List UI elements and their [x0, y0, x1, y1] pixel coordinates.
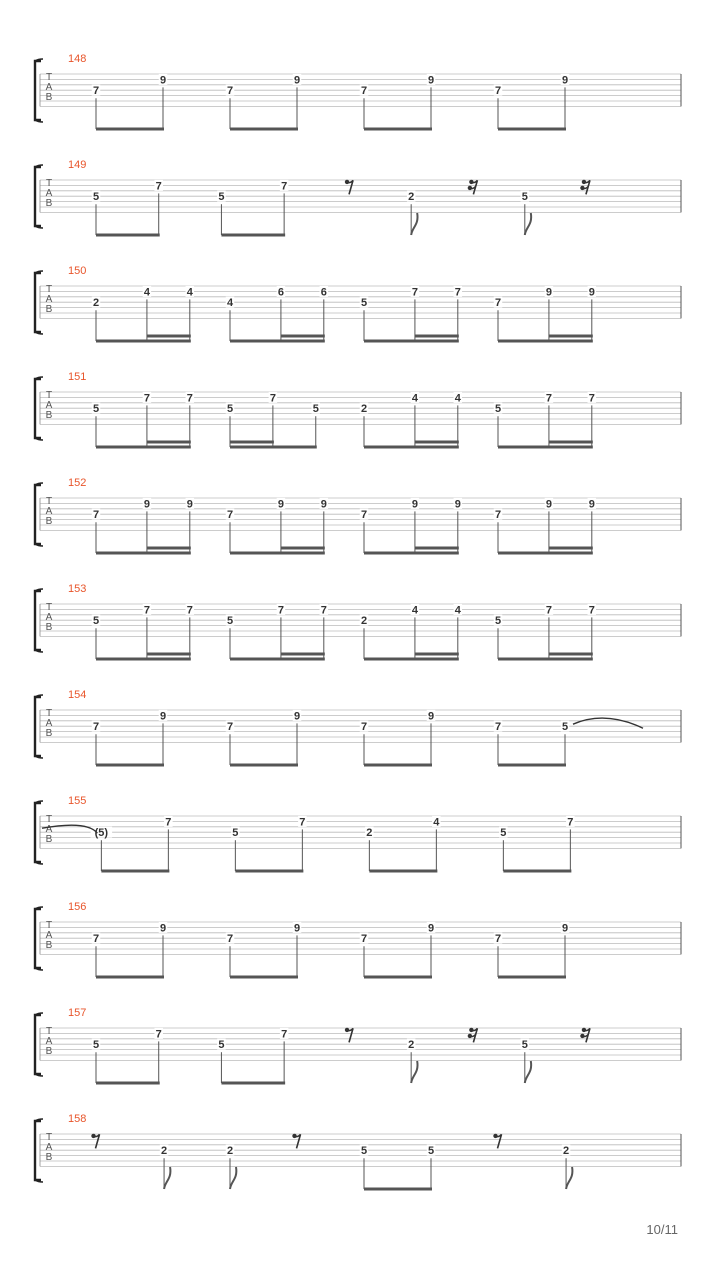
- fret-number: 2: [408, 191, 415, 204]
- tab-clef-letter: A: [45, 718, 53, 729]
- beam: [549, 653, 593, 656]
- sixteenth-rest-icon: [468, 180, 478, 195]
- fret-number: 7: [226, 509, 234, 522]
- sixteenth-rest-icon: [580, 180, 590, 195]
- beam: [230, 976, 298, 979]
- fret-number: 9: [143, 498, 150, 511]
- fret-number: 7: [299, 816, 306, 829]
- tab-clef-letter: A: [45, 188, 53, 199]
- measure-number: 154: [68, 689, 87, 701]
- measure-number: 155: [68, 795, 87, 807]
- tab-clef-letter: B: [45, 516, 53, 527]
- tab-clef-letter: B: [45, 92, 53, 103]
- beam: [230, 446, 317, 449]
- fret-number: 2: [161, 1145, 168, 1158]
- eighth-rest-icon: [91, 1134, 99, 1149]
- beam: [364, 1188, 432, 1191]
- fret-number: 9: [186, 498, 193, 511]
- beam: [221, 234, 285, 237]
- fret-number: 7: [494, 509, 502, 522]
- tab-clef-letter: T: [45, 1026, 53, 1037]
- fret-number: 2: [360, 615, 368, 628]
- fret-number: 6: [320, 286, 327, 299]
- beam: [230, 552, 325, 555]
- fret-number: 5: [92, 615, 100, 628]
- fret-number: 9: [427, 710, 435, 723]
- fret-number: 9: [159, 710, 167, 723]
- tab-clef-letter: T: [45, 1132, 53, 1143]
- beam: [364, 340, 459, 343]
- fret-number: 5: [494, 403, 502, 416]
- note-flag: [411, 213, 417, 235]
- fret-number: 5: [92, 403, 100, 416]
- note-flag: [566, 1167, 572, 1189]
- fret-number: 9: [545, 498, 552, 511]
- fret-number: 7: [545, 604, 552, 617]
- beam: [230, 441, 274, 444]
- fret-number: 2: [408, 1039, 415, 1052]
- beam: [549, 335, 593, 338]
- note-flag: [230, 1167, 236, 1189]
- beam: [415, 653, 459, 656]
- measure-number: 157: [68, 1007, 87, 1019]
- staff-system: [35, 795, 681, 873]
- tab-clef-letter: T: [45, 284, 53, 295]
- fret-number: 6: [277, 286, 284, 299]
- measure-number: 149: [68, 159, 87, 171]
- staff-system: [35, 159, 681, 237]
- fret-number: 9: [588, 498, 595, 511]
- beam: [498, 340, 593, 343]
- beam: [147, 441, 191, 444]
- beam: [147, 335, 191, 338]
- sixteenth-rest-icon: [580, 1028, 590, 1043]
- fret-number: 5: [360, 1145, 368, 1158]
- fret-number: 7: [269, 392, 276, 405]
- tab-clef-letter: T: [45, 178, 53, 189]
- fret-number: 7: [320, 604, 327, 617]
- fret-number: 7: [277, 604, 284, 617]
- beam: [230, 340, 325, 343]
- fret-number: 5: [226, 615, 234, 628]
- fret-number: 7: [588, 392, 595, 405]
- fret-number: 5: [521, 191, 528, 204]
- rest-stroke: [347, 1028, 353, 1042]
- beam: [101, 870, 169, 873]
- fret-number: 7: [360, 509, 368, 522]
- measure-number: 151: [68, 371, 87, 383]
- fret-number: 7: [186, 392, 193, 405]
- beam: [498, 976, 566, 979]
- fret-number: 9: [293, 74, 301, 87]
- fret-number: 7: [186, 604, 193, 617]
- rest-stroke: [347, 180, 353, 194]
- eighth-rest-icon: [345, 1028, 353, 1043]
- beam: [415, 547, 459, 550]
- fret-number: 5: [500, 827, 507, 840]
- eighth-rest-icon: [493, 1134, 501, 1149]
- tab-clef-letter: A: [45, 82, 53, 93]
- fret-number: 2: [366, 827, 373, 840]
- fret-number: 7: [143, 392, 150, 405]
- beam: [369, 870, 437, 873]
- fret-number: 7: [588, 604, 595, 617]
- tab-clef-letter: A: [45, 1142, 53, 1153]
- fret-number: 7: [360, 721, 368, 734]
- fret-number: 5: [218, 1039, 225, 1052]
- fret-number: 2: [92, 297, 100, 310]
- fret-number: 9: [588, 286, 595, 299]
- fret-number: 4: [411, 392, 418, 405]
- page-number: 10/11: [646, 1222, 678, 1237]
- staff-system: [35, 901, 681, 979]
- note-flag: [525, 1061, 531, 1083]
- measure-number: 150: [68, 265, 87, 277]
- fret-number: 2: [563, 1145, 570, 1158]
- tab-clef-letter: B: [45, 834, 53, 845]
- measure-number: 148: [68, 53, 87, 65]
- tab-clef-letter: A: [45, 1036, 53, 1047]
- fret-number: 7: [281, 180, 288, 193]
- note-flag: [164, 1167, 170, 1189]
- fret-number: 7: [494, 297, 502, 310]
- fret-number: 7: [92, 509, 100, 522]
- measure-number: 152: [68, 477, 87, 489]
- tab-clef-letter: T: [45, 920, 53, 931]
- beam: [235, 870, 303, 873]
- tab-clef-letter: T: [45, 602, 53, 613]
- tab-clef-letter: B: [45, 198, 53, 209]
- note-flag: [411, 1061, 417, 1083]
- fret-number: 9: [561, 922, 569, 935]
- fret-number: 7: [143, 604, 150, 617]
- rest-dot: [468, 1034, 472, 1038]
- tab-clef-letter: T: [45, 496, 53, 507]
- fret-number: 5: [360, 297, 368, 310]
- tab-clef-letter: A: [45, 506, 53, 517]
- tab-clef-letter: A: [45, 400, 53, 411]
- beam: [96, 552, 191, 555]
- fret-number: 5: [312, 403, 319, 416]
- tab-clef-letter: B: [45, 410, 53, 421]
- fret-number: 4: [411, 604, 418, 617]
- tab-clef-letter: B: [45, 622, 53, 633]
- fret-number: 7: [92, 933, 100, 946]
- staff-system: [35, 689, 681, 767]
- beam: [498, 658, 593, 661]
- beam: [364, 446, 459, 449]
- fret-number: 4: [454, 604, 461, 617]
- measure-number: 158: [68, 1113, 87, 1125]
- beam: [281, 335, 325, 338]
- rest-dot: [580, 1034, 584, 1038]
- staff-system: [35, 1007, 681, 1085]
- fret-number: 4: [226, 297, 234, 310]
- tab-clef-letter: A: [45, 612, 53, 623]
- measure-number: 156: [68, 901, 87, 913]
- staff-system: [35, 477, 681, 555]
- rest-dot: [468, 186, 472, 190]
- beam: [230, 658, 325, 661]
- beam: [549, 547, 593, 550]
- fret-number: 5: [92, 1039, 100, 1052]
- fret-number: 9: [411, 498, 418, 511]
- eighth-rest-icon: [292, 1134, 300, 1149]
- beam: [415, 335, 459, 338]
- fret-number: 7: [411, 286, 418, 299]
- tie-arc: [573, 718, 643, 728]
- beam: [230, 764, 298, 767]
- beam: [230, 128, 298, 131]
- fret-number: 4: [186, 286, 193, 299]
- fret-number: 9: [427, 922, 435, 935]
- fret-number: 7: [494, 721, 502, 734]
- beam: [147, 547, 191, 550]
- fret-number: 9: [277, 498, 284, 511]
- beam: [503, 870, 571, 873]
- fret-number: 5: [494, 615, 502, 628]
- beam: [364, 658, 459, 661]
- sixteenth-rest-icon: [468, 1028, 478, 1043]
- fret-number: 7: [155, 1028, 162, 1041]
- fret-number: (5): [94, 827, 109, 840]
- beam: [498, 446, 593, 449]
- fret-number: 7: [226, 721, 234, 734]
- measure-number: 153: [68, 583, 87, 595]
- fret-number: 7: [360, 85, 368, 98]
- fret-number: 5: [521, 1039, 528, 1052]
- fret-number: 9: [293, 710, 301, 723]
- fret-number: 7: [567, 816, 574, 829]
- fret-number: 4: [433, 816, 440, 829]
- beam: [221, 1082, 285, 1085]
- fret-number: 4: [143, 286, 150, 299]
- tab-clef-letter: B: [45, 1046, 53, 1057]
- beam: [96, 764, 164, 767]
- tab-clef-letter: B: [45, 940, 53, 951]
- fret-number: 9: [427, 74, 435, 87]
- fret-number: 7: [545, 392, 552, 405]
- beam: [96, 976, 164, 979]
- beam: [281, 653, 325, 656]
- fret-number: 7: [281, 1028, 288, 1041]
- beam: [549, 441, 593, 444]
- fret-number: 7: [226, 933, 234, 946]
- fret-number: 9: [454, 498, 461, 511]
- fret-number: 7: [92, 721, 100, 734]
- fret-number: 7: [494, 85, 502, 98]
- beam: [96, 340, 191, 343]
- fret-number: 5: [226, 403, 234, 416]
- fret-number: 9: [561, 74, 569, 87]
- rest-stroke: [496, 1134, 502, 1148]
- fret-number: 7: [454, 286, 461, 299]
- fret-number: 5: [427, 1145, 435, 1158]
- beam: [96, 1082, 160, 1085]
- fret-number: 9: [293, 922, 301, 935]
- tab-clef-letter: T: [45, 390, 53, 401]
- tab-clef-letter: B: [45, 1152, 53, 1163]
- fret-number: 5: [561, 721, 569, 734]
- fret-number: 4: [454, 392, 461, 405]
- rest-stroke: [295, 1134, 301, 1148]
- fret-number: 9: [159, 922, 167, 935]
- rest-dot: [580, 186, 584, 190]
- beam: [498, 128, 566, 131]
- fret-number: 5: [232, 827, 239, 840]
- beam: [415, 441, 459, 444]
- beam: [96, 128, 164, 131]
- fret-number: 9: [320, 498, 327, 511]
- fret-number: 7: [155, 180, 162, 193]
- staff-system: [35, 1113, 681, 1191]
- fret-number: 5: [218, 191, 225, 204]
- beam: [498, 764, 566, 767]
- tab-clef-letter: T: [45, 814, 53, 825]
- eighth-rest-icon: [345, 180, 353, 195]
- beam: [96, 446, 191, 449]
- tab-clef-letter: A: [45, 930, 53, 941]
- fret-number: 5: [92, 191, 100, 204]
- beam: [96, 234, 160, 237]
- tab-clef-letter: A: [45, 294, 53, 305]
- tab-clef-letter: T: [45, 708, 53, 719]
- beam: [364, 128, 432, 131]
- tab-clef-letter: T: [45, 72, 53, 83]
- rest-stroke: [94, 1134, 100, 1148]
- tab-clef-letter: B: [45, 304, 53, 315]
- staff-system: [35, 371, 681, 449]
- fret-number: 7: [165, 816, 172, 829]
- fret-number: 2: [360, 403, 368, 416]
- beam: [364, 764, 432, 767]
- staff-system: [35, 53, 681, 131]
- fret-number: 7: [494, 933, 502, 946]
- beam: [498, 552, 593, 555]
- fret-number: 7: [92, 85, 100, 98]
- fret-number: 7: [226, 85, 234, 98]
- beam: [96, 658, 191, 661]
- beam: [364, 976, 432, 979]
- staff-system: [35, 265, 681, 343]
- beam: [364, 552, 459, 555]
- tab-clef-letter: B: [45, 728, 53, 739]
- fret-number: 9: [545, 286, 552, 299]
- beam: [147, 653, 191, 656]
- note-flag: [525, 213, 531, 235]
- fret-number: 9: [159, 74, 167, 87]
- beam: [281, 547, 325, 550]
- staff-system: [35, 583, 681, 661]
- fret-number: 2: [226, 1145, 234, 1158]
- fret-number: 7: [360, 933, 368, 946]
- tab-clef-letter: A: [45, 824, 53, 835]
